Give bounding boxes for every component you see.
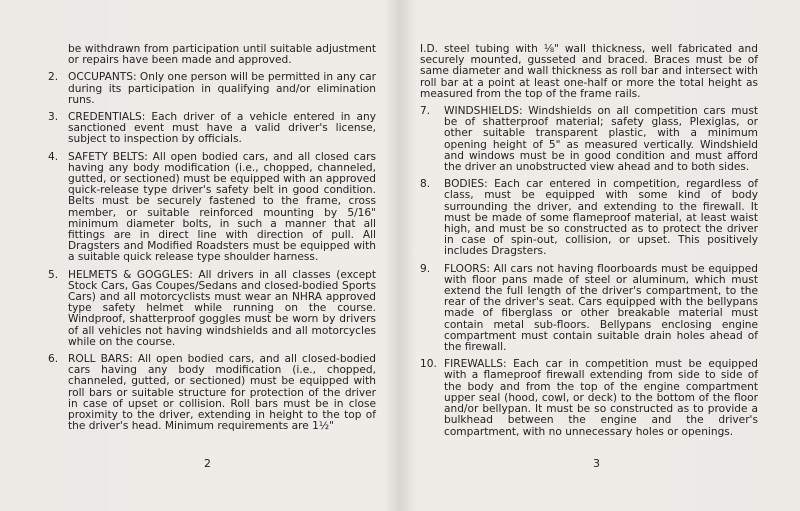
rule-number: 7. [420, 105, 431, 118]
page-number-right: 3 [593, 457, 600, 470]
rule-text: FLOORS: All cars not having floorboards must be equipped with floor pans made of steel or aluminum, which must extend the full length of the driver's compartment, to the rear of the driver's seat. Cars equipped with the bellypans made of fiberglass or other breakable material must contain metal sub-floors. Bellypans enclosing engine compartment must contain suitable drain holes ahead of the firewall. [444, 262, 758, 354]
rule-item [48, 152, 376, 264]
rule-text: WINDSHIELDS: Windshields on all competition cars must be of shatterproof material; safety glass, Plexiglas, or other suitable transparent plastic, with a minimum opening height of 5" as measured vertically. Windshield and windows must be in good condition and must afford the driver an unobstructed view ahead and to both sides. [444, 105, 758, 174]
rule-item [420, 359, 758, 437]
page-number-left: 2 [204, 457, 211, 470]
left-page [48, 44, 376, 439]
rule-item [48, 354, 376, 432]
rule-item [420, 106, 758, 173]
left-continuation: be withdrawn from participation until suitable adjustment or repairs have been made and approved. [68, 43, 376, 67]
rule-text: OCCUPANTS: Only one person will be permitted in any car during its participation in qualifying and/or elimination runs. [68, 71, 376, 106]
rule-number: 8. [420, 178, 431, 191]
rule-number: 6. [48, 353, 59, 366]
rule-number: 9. [420, 262, 431, 275]
rule-item [420, 179, 758, 257]
rule-item [48, 270, 376, 348]
rule-text: HELMETS & GOGGLES: All drivers in all classes (except Stock Cars, Gas Coupes/Sedans and closed-bodied Sports Cars) and all motorcyclists must wear an NHRA approved type safety helmet while running on the course. Windproof, shatterproof goggles must be worn by drivers of all vehicles not having windshields and all motorcycles while on the course. [68, 268, 376, 348]
rule-number: 4. [48, 150, 59, 163]
rule-number: 5. [48, 268, 59, 281]
rule-text: FIREWALLS: Each car in competition must be equipped with a flameproof firewall extending from side to side of the body and from the top of the engine compartment upper seal (hood, cowl, or deck) to the bottom of the floor and/or bellypan. It must be so constructed as to provide a bulkhead between the engine and the driver's compartment, with no unnecessary holes or openings. [444, 358, 758, 438]
right-page [420, 44, 758, 444]
rule-number: 3. [48, 111, 59, 124]
rule-number: 2. [48, 71, 59, 84]
rule-text: BODIES: Each car entered in competition, regardless of class, must be equipped with some kind of body surrounding the driver, and extending to the firewall. It must be made of some flameproof material, at least waist high, and must be so constructed as to protect the driver in case of spin-out, collision, or upset. This positively includes Dragsters. [444, 178, 758, 258]
rule-text: ROLL BARS: All open bodied cars, and all closed-bodied cars having any body modification (i.e., chopped, channeled, gutted, or sectioned) must be equipped with roll bars or suitable structure for protection of the driver in case of upset or collision. Roll bars must be in close proximity to the driver, extending in height to the top of the driver's head. Minimum requirements are 1½" [68, 353, 376, 433]
rule-text: SAFETY BELTS: All open bodied cars, and all closed cars having any body modification (i.e., chopped, channeled, gutted, or sectioned) must be equipped with an approved quick-release type driver's safety belt in good condition. Belts must be securely fastened to the frame, cross member, or suitable reinforced mounting by 5/16" minimum diameter bolts, in such a manner that all fittings are in direct line with direction of pull. All Dragsters and Modified Roadsters must be equipped with a suitable quick release type shoulder harness. [68, 150, 376, 264]
rule-item [48, 72, 376, 106]
rule-text: CREDENTIALS: Each driver of a vehicle entered in any sanctioned event must have a valid driver's license, subject to inspection by officials. [68, 111, 376, 146]
rule-item [420, 264, 758, 354]
rule-number: 10. [420, 358, 437, 371]
right-continuation: I.D. steel tubing with ⅛" wall thickness, well fabricated and securely mounted, gusseted and braced. Braces must be of same diameter and wall thickness as roll bar and intersect with roll bar at a point at least one-half or more the total height as measured from the top of the frame rails. [420, 43, 758, 100]
rule-item [48, 112, 376, 146]
